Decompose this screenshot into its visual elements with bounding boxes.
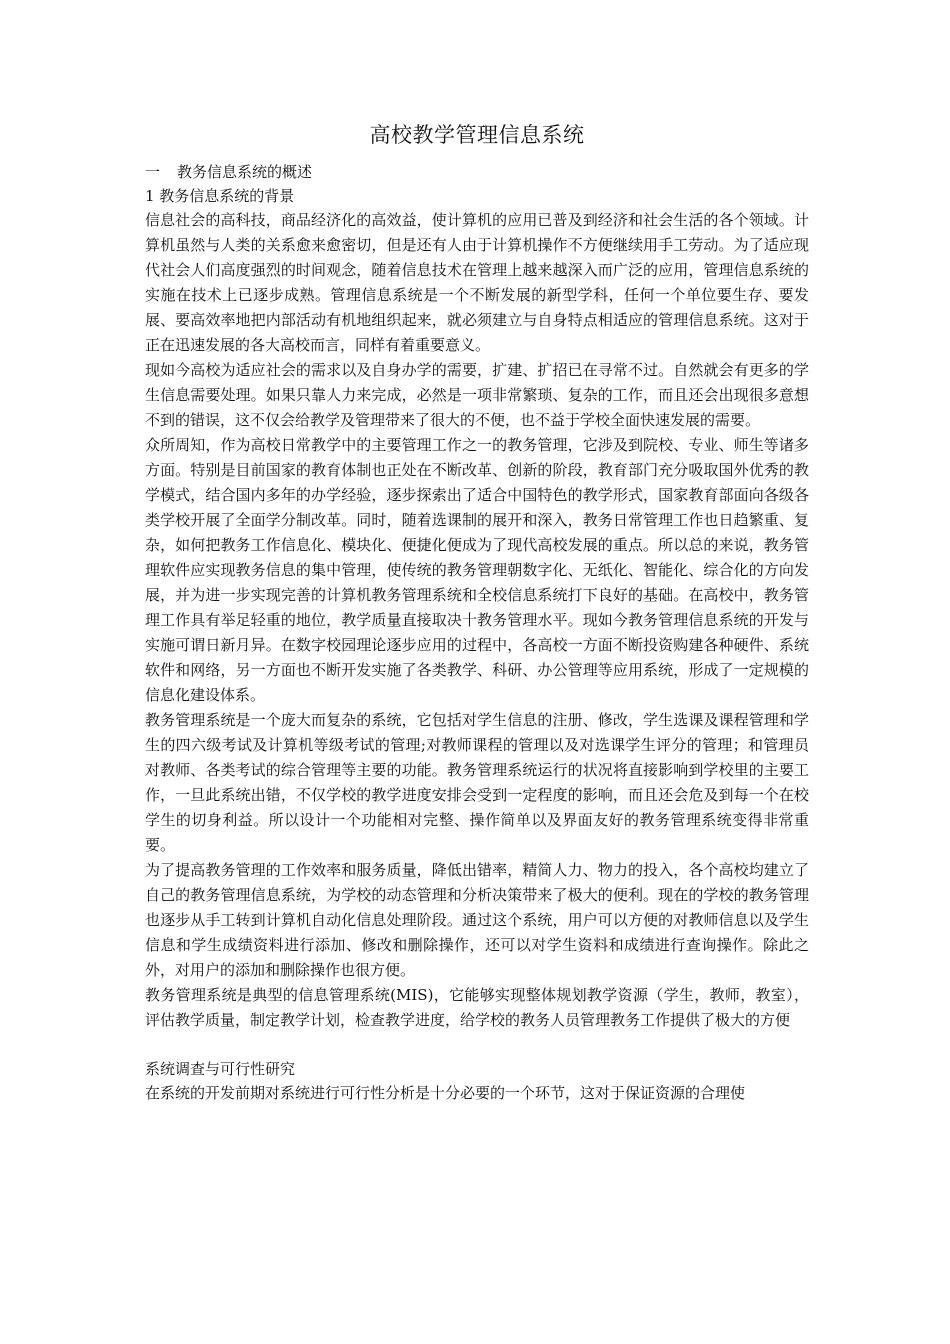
document-title: 高校教学管理信息系统	[369, 123, 585, 147]
document-page	[145, 120, 809, 1106]
section-number: 一	[145, 163, 161, 181]
paragraph-7: 在系统的开发前期对系统进行可行性分析是十分必要的一个环节，这对于保证资源的合理使	[145, 1084, 746, 1102]
blank-line	[145, 1033, 809, 1057]
section-heading-2: 系统调查与可行性研究	[145, 1060, 296, 1078]
paragraph-4: 教务管理系统是一个庞大而复杂的系统，它包括对学生信息的注册、修改，学生选课及课程管理和学生的四六级考试及计算机等级考试的管理;对教师课程的管理以及对选课学生评分的管理；和管理员对教师、各类考试的综合管理等主要的功能。教务管理系统运行的状况将直接影响到学校里的主要工作，一旦此系统出错，不仅学校的教学进度安排会受到一定程度的影响，而且还会危及到每一个在校学生的切身利益。所以设计一个功能相对完整、操作简单以及界面友好的教务管理系统变得非常重要。	[145, 711, 809, 854]
paragraph-2: 现如今高校为适应社会的需求以及自身办学的需要，扩建、扩招已在寻常不过。自然就会有更多的学生信息需要处理。如果只靠人力来完成，必然是一项非常繁琐、复杂的工作，而且还会出现很多意想不到的错误，这不仅会给教学及管理带来了很大的不便，也不益于学校全面快速发展的需要。	[145, 361, 809, 429]
subsection-heading: 1 教务信息系统的背景	[145, 187, 295, 205]
section-heading-text: 教务信息系统的概述	[177, 163, 313, 181]
paragraph-3: 众所周知，作为高校日常教学中的主要管理工作之一的教务管理，它涉及到院校、专业、师生等诸多方面。特别是目前国家的教育体制也正处在不断改革、创新的阶段，教育部门充分吸取国外优秀的教学模式，结合国内多年的办学经验，逐步探索出了适合中国特色的教学形式，国家教育部面向各级各类学校开展了全面学分制改革。同时，随着选课制的展开和深入，教务日常管理工作也日趋繁重、复杂，如何把教务工作信息化、模块化、便捷化便成为了现代高校发展的重点。所以总的来说，教务管理软件应实现教务信息的集中管理，使传统的教务管理朝数字化、无纸化、智能化、综合化的方向发展，并为进一步实现完善的计算机教务管理系统和全校信息系统打下良好的基础。在高校中，教务管理工作具有举足轻重的地位，教学质量直接取决十教务管理水平。现如今教务管理信息系统的开发与实施可谓日新月异。在数字校园理论逐步应用的过程中，各高校一方面不断投资购建各种硬件、系统软件和网络，另一方面也不断开发实施了各类教学、科研、办公管理等应用系统，形成了一定规模的信息化建设体系。	[145, 436, 809, 704]
paragraph-1: 信息社会的高科技，商品经济化的高效益，使计算机的应用已普及到经济和社会生活的各个领域。计算机虽然与人类的关系愈来愈密切，但是还有人由于计算机操作不方便继续用手工劳动。为了适应现代社会人们高度强烈的时间观念，随着信息技术在管理上越来越深入而广泛的应用，管理信息系统的实施在技术上已逐步成熟。管理信息系统是一个不断发展的新型学科，任何一个单位要生存、要发展、要高效率地把内部活动有机地组织起来，就必须建立与自身特点相适应的管理信息系统。这对于正在迅速发展的各大高校而言，同样有着重要意义。	[145, 211, 809, 354]
paragraph-5: 为了提高教务管理的工作效率和服务质量，降低出错率，精简人力、物力的投入，各个高校均建立了自己的教务管理信息系统，为学校的动态管理和分析决策带来了极大的便利。现在的学校的教务管理也逐步从手工转到计算机自动化信息处理阶段。通过这个系统，用户可以方便的对教师信息以及学生信息和学生成绩资料进行添加、修改和删除操作，还可以对学生资料和成绩进行查询操作。除此之外，对用户的添加和删除操作也很方便。	[145, 861, 809, 979]
section-heading-1	[145, 160, 809, 184]
paragraph-6: 教务管理系统是典型的信息管理系统(MIS)，它能够实现整体规划教学资源（学生，教师，教室），评估教学质量，制定教学计划，检查教学进度，给学校的教务人员管理教务工作提供了极大的方便	[145, 986, 809, 1029]
